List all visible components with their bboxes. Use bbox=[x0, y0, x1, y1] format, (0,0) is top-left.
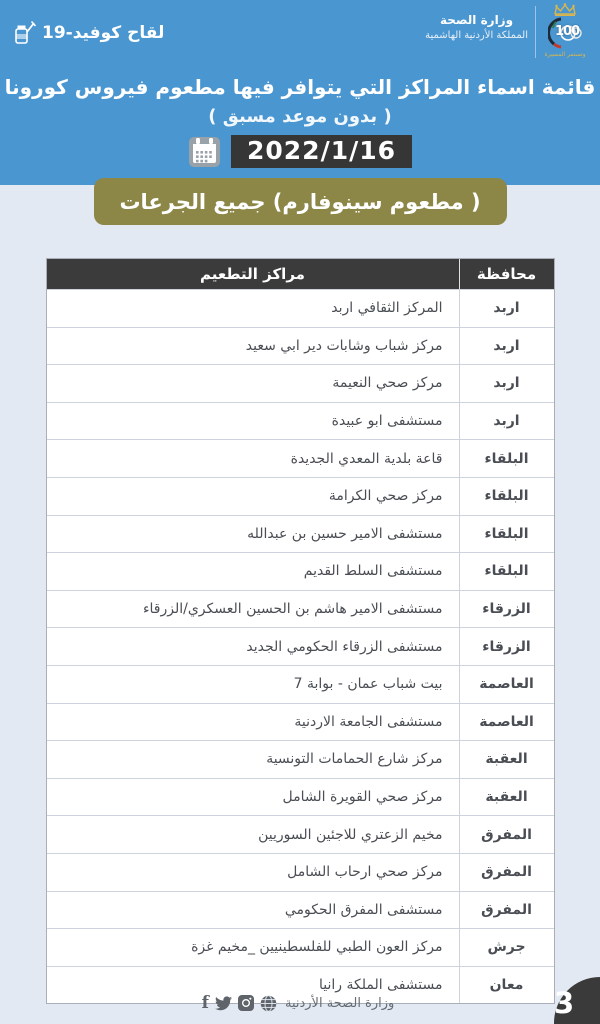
center-cell: مركز صحي النعيمة bbox=[332, 375, 443, 392]
center-cell: مخيم الزعتري للاجئين السوريين bbox=[258, 826, 443, 843]
center-cell: قاعة بلدية المعدي الجديدة bbox=[290, 450, 443, 467]
governorate-cell: اربد bbox=[459, 328, 554, 365]
page-number: 3 bbox=[554, 986, 575, 1021]
page-title: قائمة اسماء المراكز التي يتوافر فيها مطعوم فيروس كورونا bbox=[4, 75, 596, 99]
table-row bbox=[47, 515, 554, 553]
center-cell: مركز صحي القويرة الشامل bbox=[282, 789, 443, 806]
header-topbar bbox=[0, 0, 600, 62]
twitter-icon[interactable] bbox=[215, 996, 232, 1011]
table-row bbox=[47, 740, 554, 778]
center-cell: مركز شباب وشابات دير ابي سعيد bbox=[245, 337, 443, 354]
ministry-name: وزارة الصحة bbox=[440, 13, 514, 27]
instagram-icon[interactable] bbox=[238, 995, 254, 1011]
logo-100-emblem bbox=[548, 16, 582, 50]
governorate-cell: المفرق bbox=[459, 816, 554, 853]
column-header-governorate: محافظة bbox=[459, 259, 554, 289]
governorate-cell: البلقاء bbox=[459, 478, 554, 515]
table-row bbox=[47, 402, 554, 440]
center-cell: مستشفى الامير هاشم بن الحسين العسكري/الزرقاء bbox=[142, 601, 443, 618]
vaccine-vial-icon bbox=[12, 20, 36, 46]
globe-icon[interactable] bbox=[260, 995, 277, 1012]
table-row bbox=[47, 928, 554, 966]
column-header-centers: مراكز التطعيم bbox=[200, 265, 305, 283]
governorate-cell: اربد bbox=[459, 290, 554, 327]
table-row bbox=[47, 590, 554, 628]
vaccine-type-label: ( مطعوم سينوفارم) جميع الجرعات bbox=[119, 189, 481, 214]
governorate-cell: المفرق bbox=[459, 854, 554, 891]
governorate-cell: معان bbox=[459, 967, 554, 1004]
governorate-cell: البلقاء bbox=[459, 553, 554, 590]
table-row bbox=[47, 552, 554, 590]
date-row bbox=[0, 135, 600, 168]
center-cell: مركز صحي الكرامة bbox=[328, 488, 443, 505]
governorate-cell: العقبة bbox=[459, 741, 554, 778]
page-subtitle: ( بدون موعد مسبق ) bbox=[208, 106, 392, 127]
governorate-cell: الزرقاء bbox=[459, 591, 554, 628]
governorate-cell: البلقاء bbox=[459, 516, 554, 553]
covid-vaccine-badge bbox=[12, 20, 164, 46]
table-row bbox=[47, 327, 554, 365]
ministry-title-block bbox=[425, 13, 528, 41]
centennial-logo bbox=[539, 3, 591, 58]
table-row bbox=[47, 289, 554, 327]
governorate-cell: اربد bbox=[459, 365, 554, 402]
center-cell: مركز العون الطبي للفلسطينيين _مخيم غزة bbox=[191, 939, 443, 956]
center-cell: مستشفى الامير حسين بن عبدالله bbox=[247, 525, 443, 542]
ministry-country: المملكة الأردنية الهاشمية bbox=[425, 30, 528, 41]
logo-tagline: وتستمر المسيرة bbox=[544, 51, 586, 58]
center-cell: مستشفى المفرق الحكومي bbox=[284, 901, 443, 918]
governorate-cell: البلقاء bbox=[459, 440, 554, 477]
header-divider bbox=[535, 6, 536, 58]
center-cell: مستشفى ابو عبيدة bbox=[331, 413, 443, 430]
governorate-cell: المفرق bbox=[459, 892, 554, 929]
center-cell: مركز صحي ارحاب الشامل bbox=[287, 864, 443, 881]
header bbox=[0, 0, 600, 185]
center-cell: مستشفى الجامعة الاردنية bbox=[294, 713, 443, 730]
date-badge: 2022/1/16 bbox=[231, 135, 412, 168]
table-row bbox=[47, 703, 554, 741]
logo-100-number: 100 bbox=[555, 24, 580, 39]
table-row bbox=[47, 364, 554, 402]
table-row bbox=[47, 439, 554, 477]
center-cell: مركز شارع الحمامات التونسية bbox=[266, 751, 443, 768]
governorate-cell: العقبة bbox=[459, 779, 554, 816]
covid-badge-label: لقاح كوفيد-19 bbox=[42, 23, 165, 43]
table-row bbox=[47, 477, 554, 515]
governorate-cell: اربد bbox=[459, 403, 554, 440]
governorate-cell: الزرقاء bbox=[459, 628, 554, 665]
table-row bbox=[47, 627, 554, 665]
governorate-cell: العاصمة bbox=[459, 704, 554, 741]
table-body bbox=[47, 289, 554, 1003]
center-cell: بيت شباب عمان - بوابة 7 bbox=[293, 676, 443, 693]
footer-ministry-label: وزارة الصحة الأردنية bbox=[284, 995, 395, 1011]
table-row bbox=[47, 891, 554, 929]
calendar-icon bbox=[188, 135, 221, 168]
table-row bbox=[47, 815, 554, 853]
center-cell: المركز الثقافي اربد bbox=[331, 300, 443, 317]
center-cell: مستشفى السلط القديم bbox=[303, 563, 443, 580]
table-row bbox=[47, 853, 554, 891]
governorate-cell: العاصمة bbox=[459, 666, 554, 703]
center-cell: مستشفى الزرقاء الحكومي الجديد bbox=[246, 638, 443, 655]
governorate-cell: جرش bbox=[459, 929, 554, 966]
centers-table bbox=[46, 258, 555, 1004]
vaccine-type-banner bbox=[94, 178, 507, 225]
footer bbox=[0, 982, 600, 1024]
table-row bbox=[47, 778, 554, 816]
main-title-block bbox=[0, 75, 600, 127]
table-row bbox=[47, 665, 554, 703]
center-cell: مستشفى الملكة رانيا bbox=[318, 976, 443, 993]
facebook-icon[interactable]: f bbox=[201, 992, 209, 1013]
crown-icon bbox=[552, 3, 578, 16]
table-header-row bbox=[47, 259, 554, 289]
